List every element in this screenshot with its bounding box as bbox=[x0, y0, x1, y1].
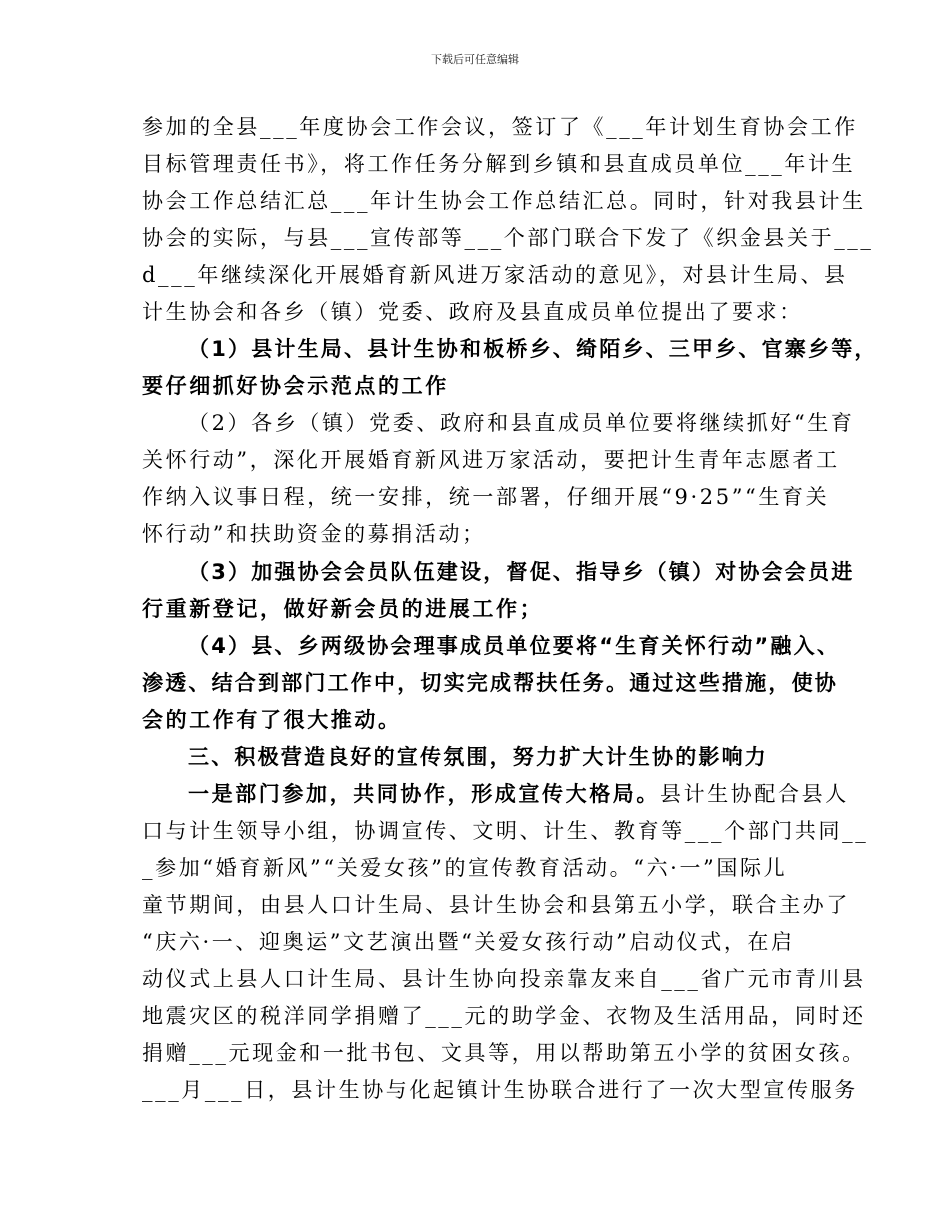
body-line: 口与计生领导小组，协调宣传、文明、计生、教育等___个部门共同__ bbox=[142, 819, 869, 843]
list-item-4-line: （4）县、乡两级协会理事成员单位要将“生育关怀行动”融入、 bbox=[188, 634, 841, 658]
list-item-4-line: 渗透、结合到部门工作中，切实完成帮扶任务。通过这些措施，使协 bbox=[142, 671, 838, 695]
list-item-1-line: 要仔细抓好协会示范点的工作 bbox=[142, 374, 449, 398]
body-line: 协会的实际，与县___宣传部等___个部门联合下发了《织金县关于___ bbox=[142, 226, 874, 250]
page-header: 下载后可任意编辑 bbox=[431, 53, 519, 66]
list-item-2-line: 作纳入议事日程，统一安排，统一部署，仔细开展“9·25”“生育关 bbox=[142, 485, 830, 509]
body-line: d___年继续深化开展婚育新风进万家活动的意见》，对县计生局、县 bbox=[142, 263, 848, 287]
list-item-3-line: （3）加强协会会员队伍建设，督促、指导乡（镇）对协会会员进 bbox=[188, 560, 855, 584]
paragraph-lead: 一是部门参加，共同协作，形成宣传大格局。 bbox=[188, 782, 660, 806]
body-line: 捐赠___元现金和一批书包、文具等，用以帮助第五小学的贫困女孩。 bbox=[142, 1041, 866, 1065]
body-line: 动仪式上县人口计生局、县计生协向投亲靠友来自___省广元市青川县 bbox=[142, 967, 866, 991]
list-item-1-line: （1）县计生局、县计生协和板桥乡、绮陌乡、三甲乡、官寨乡等， bbox=[188, 337, 878, 361]
body-line: “庆六·一、迎奥运”文艺演出暨“关爱女孩行动”启动仪式，在启 bbox=[142, 930, 795, 954]
section-heading: 三、积极营造良好的宣传氛围，努力扩大计生协的影响力 bbox=[188, 745, 768, 769]
body-line: 目标管理责任书》，将工作任务分解到乡镇和县直成员单位___年计生 bbox=[142, 152, 856, 176]
body-line: 协会工作总结汇总___年计生协会工作总结汇总。同时，针对我县计生 bbox=[142, 189, 866, 213]
body-line: _参加“婚育新风”“关爱女孩”的宣传教育活动。“六·一”国际儿 bbox=[142, 856, 788, 880]
list-item-2-line: 关怀行动”，深化开展婚育新风进万家活动，要把计生青年志愿者工 bbox=[142, 448, 840, 472]
list-item-2-line: 怀行动”和扶助资金的募捐活动； bbox=[142, 522, 486, 546]
body-line: 计生协会和各乡（镇）党委、政府及县直成员单位提出了要求： bbox=[142, 300, 803, 324]
body-line: ___月___日，县计生协与化起镇计生协联合进行了一次大型宣传服务 bbox=[142, 1078, 858, 1102]
paragraph-lead-line bbox=[188, 779, 849, 809]
body-line: 童节期间，由县人口计生局、县计生协会和县第五小学，联合主办了 bbox=[142, 893, 850, 917]
body-line: 参加的全县___年度协会工作会议，签订了《___年计划生育协会工作 bbox=[142, 115, 858, 139]
body-line: 地震灾区的税洋同学捐赠了___元的助学金、衣物及生活用品，同时还 bbox=[142, 1004, 866, 1028]
list-item-4-line: 会的工作有了很大推动。 bbox=[142, 708, 402, 732]
list-item-3-line: 行重新登记，做好新会员的进展工作； bbox=[142, 597, 544, 621]
list-item-2-line: （2）各乡（镇）党委、政府和县直成员单位要将继续抓好“生育 bbox=[188, 411, 855, 435]
paragraph-text: 县计生协配合县人 bbox=[660, 782, 849, 806]
